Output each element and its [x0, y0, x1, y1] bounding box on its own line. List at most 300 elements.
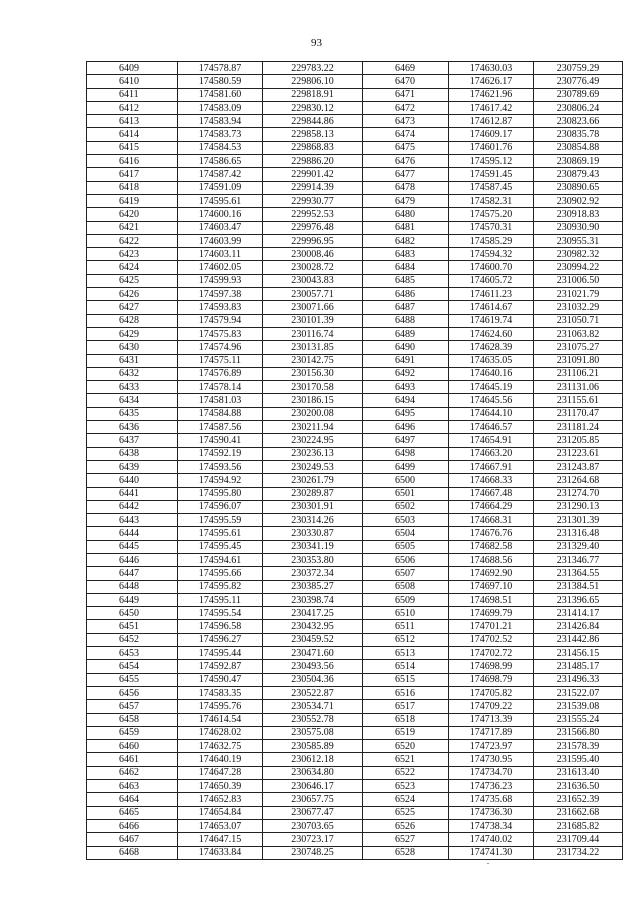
- point-number-left: 6457: [87, 700, 178, 713]
- x-coordinate-right: 174698.51: [449, 593, 534, 606]
- x-coordinate-right: 174582.31: [449, 194, 534, 207]
- x-coordinate-right: 174575.20: [449, 208, 534, 221]
- x-coordinate-right: 174692.90: [449, 567, 534, 580]
- point-number-right: 6522: [363, 766, 449, 779]
- y-coordinate-right: 231414.17: [534, 607, 623, 620]
- y-coordinate-right: 231006.50: [534, 274, 623, 287]
- y-coordinate-left: 230471.60: [263, 647, 363, 660]
- y-coordinate-left: 230236.13: [263, 447, 363, 460]
- point-number-right: 6525: [363, 806, 449, 819]
- point-number-left: 6453: [87, 647, 178, 660]
- table-row: [87, 474, 623, 487]
- point-number-right: 6477: [363, 168, 449, 181]
- table-row: [87, 514, 623, 527]
- x-coordinate-left: 174594.61: [178, 553, 263, 566]
- x-coordinate-left: 174593.56: [178, 460, 263, 473]
- point-number-right: 6526: [363, 819, 449, 832]
- x-coordinate-right: 174635.05: [449, 354, 534, 367]
- table-row: [87, 540, 623, 553]
- x-coordinate-left: 174583.73: [178, 128, 263, 141]
- x-coordinate-left: 174633.84: [178, 846, 263, 859]
- point-number-right: 6514: [363, 660, 449, 673]
- table-row: [87, 101, 623, 114]
- table-row: [87, 793, 623, 806]
- table-row: [87, 248, 623, 261]
- point-number-left: 6433: [87, 381, 178, 394]
- x-coordinate-right: 174734.70: [449, 766, 534, 779]
- point-number-left: 6447: [87, 567, 178, 580]
- y-coordinate-right: 231181.24: [534, 421, 623, 434]
- x-coordinate-left: 174603.11: [178, 248, 263, 261]
- point-number-left: 6413: [87, 115, 178, 128]
- x-coordinate-left: 174653.07: [178, 819, 263, 832]
- point-number-right: 6504: [363, 527, 449, 540]
- y-coordinate-left: 229844.86: [263, 115, 363, 128]
- table-row: [87, 633, 623, 646]
- point-number-right: 6485: [363, 274, 449, 287]
- table-row: [87, 221, 623, 234]
- y-coordinate-right: 231566.80: [534, 726, 623, 739]
- point-number-right: 6480: [363, 208, 449, 221]
- y-coordinate-right: 230982.32: [534, 248, 623, 261]
- point-number-left: 6421: [87, 221, 178, 234]
- x-coordinate-right: 174601.76: [449, 141, 534, 154]
- x-coordinate-left: 174596.07: [178, 500, 263, 513]
- table-row: [87, 527, 623, 540]
- table-row: [87, 407, 623, 420]
- point-number-left: 6423: [87, 248, 178, 261]
- y-coordinate-right: 231063.82: [534, 327, 623, 340]
- x-coordinate-left: 174592.19: [178, 447, 263, 460]
- point-number-left: 6426: [87, 288, 178, 301]
- point-number-right: 6489: [363, 327, 449, 340]
- x-coordinate-right: 174676.76: [449, 527, 534, 540]
- point-number-right: 6482: [363, 234, 449, 247]
- point-number-left: 6462: [87, 766, 178, 779]
- point-number-right: 6491: [363, 354, 449, 367]
- x-coordinate-right: 174738.34: [449, 819, 534, 832]
- y-coordinate-left: 230170.58: [263, 381, 363, 394]
- point-number-left: 6448: [87, 580, 178, 593]
- coordinates-table-body: [87, 62, 623, 860]
- y-coordinate-left: 230330.87: [263, 527, 363, 540]
- point-number-left: 6461: [87, 753, 178, 766]
- y-coordinate-left: 230028.72: [263, 261, 363, 274]
- point-number-right: 6476: [363, 155, 449, 168]
- point-number-left: 6429: [87, 327, 178, 340]
- point-number-right: 6483: [363, 248, 449, 261]
- point-number-right: 6469: [363, 62, 449, 75]
- table-row: [87, 753, 623, 766]
- table-row: [87, 660, 623, 673]
- x-coordinate-left: 174595.76: [178, 700, 263, 713]
- y-coordinate-right: 231021.79: [534, 288, 623, 301]
- x-coordinate-right: 174668.33: [449, 474, 534, 487]
- point-number-left: 6432: [87, 367, 178, 380]
- coordinates-table: [86, 61, 623, 860]
- x-coordinate-left: 174600.16: [178, 208, 263, 221]
- table-row: [87, 341, 623, 354]
- y-coordinate-left: 230289.87: [263, 487, 363, 500]
- y-coordinate-left: 230101.39: [263, 314, 363, 327]
- y-coordinate-left: 230432.95: [263, 620, 363, 633]
- x-coordinate-right: 174609.17: [449, 128, 534, 141]
- x-coordinate-right: 174740.02: [449, 833, 534, 846]
- x-coordinate-left: 174587.42: [178, 168, 263, 181]
- x-coordinate-left: 174587.56: [178, 421, 263, 434]
- table-row: [87, 194, 623, 207]
- x-coordinate-left: 174632.75: [178, 740, 263, 753]
- table-row: [87, 686, 623, 699]
- point-number-left: 6456: [87, 686, 178, 699]
- y-coordinate-left: 230071.66: [263, 301, 363, 314]
- x-coordinate-right: 174654.91: [449, 434, 534, 447]
- point-number-left: 6436: [87, 421, 178, 434]
- point-number-right: 6488: [363, 314, 449, 327]
- x-coordinate-right: 174605.72: [449, 274, 534, 287]
- x-coordinate-right: 174702.72: [449, 647, 534, 660]
- y-coordinate-left: 230417.25: [263, 607, 363, 620]
- y-coordinate-right: 231170.47: [534, 407, 623, 420]
- x-coordinate-left: 174583.09: [178, 101, 263, 114]
- x-coordinate-right: 174668.31: [449, 514, 534, 527]
- x-coordinate-right: 174736.30: [449, 806, 534, 819]
- table-row: [87, 740, 623, 753]
- point-number-right: 6502: [363, 500, 449, 513]
- point-number-right: 6512: [363, 633, 449, 646]
- point-number-right: 6486: [363, 288, 449, 301]
- x-coordinate-right: 174698.79: [449, 673, 534, 686]
- x-coordinate-right: 174600.70: [449, 261, 534, 274]
- point-number-left: 6441: [87, 487, 178, 500]
- y-coordinate-right: 231442.86: [534, 633, 623, 646]
- x-coordinate-right: 174663.20: [449, 447, 534, 460]
- x-coordinate-left: 174581.60: [178, 88, 263, 101]
- y-coordinate-right: 231456.15: [534, 647, 623, 660]
- y-coordinate-left: 230723.17: [263, 833, 363, 846]
- x-coordinate-left: 174603.47: [178, 221, 263, 234]
- table-row: [87, 208, 623, 221]
- point-number-left: 6450: [87, 607, 178, 620]
- point-number-right: 6471: [363, 88, 449, 101]
- y-coordinate-left: 230057.71: [263, 288, 363, 301]
- point-number-left: 6446: [87, 553, 178, 566]
- x-coordinate-left: 174581.03: [178, 394, 263, 407]
- table-row: [87, 447, 623, 460]
- y-coordinate-right: 231485.17: [534, 660, 623, 673]
- y-coordinate-right: 230930.90: [534, 221, 623, 234]
- y-coordinate-right: 230759.29: [534, 62, 623, 75]
- y-coordinate-left: 230008.46: [263, 248, 363, 261]
- x-coordinate-right: 174645.19: [449, 381, 534, 394]
- point-number-left: 6460: [87, 740, 178, 753]
- x-coordinate-left: 174654.84: [178, 806, 263, 819]
- y-coordinate-right: 231578.39: [534, 740, 623, 753]
- x-coordinate-right: 174667.91: [449, 460, 534, 473]
- y-coordinate-left: 230585.89: [263, 740, 363, 753]
- point-number-right: 6499: [363, 460, 449, 473]
- y-coordinate-left: 230703.65: [263, 819, 363, 832]
- x-coordinate-right: 174713.39: [449, 713, 534, 726]
- point-number-right: 6517: [363, 700, 449, 713]
- table-row: [87, 261, 623, 274]
- point-number-left: 6414: [87, 128, 178, 141]
- y-coordinate-left: 230575.08: [263, 726, 363, 739]
- x-coordinate-left: 174576.89: [178, 367, 263, 380]
- x-coordinate-right: 174617.42: [449, 101, 534, 114]
- y-coordinate-right: 231734.22: [534, 846, 623, 859]
- y-coordinate-left: 229914.39: [263, 181, 363, 194]
- point-number-left: 6419: [87, 194, 178, 207]
- y-coordinate-left: 230657.75: [263, 793, 363, 806]
- y-coordinate-left: 230156.30: [263, 367, 363, 380]
- point-number-left: 6424: [87, 261, 178, 274]
- table-row: [87, 673, 623, 686]
- table-row: [87, 394, 623, 407]
- y-coordinate-left: 230186.15: [263, 394, 363, 407]
- table-row: [87, 381, 623, 394]
- point-number-right: 6484: [363, 261, 449, 274]
- y-coordinate-left: 230612.18: [263, 753, 363, 766]
- y-coordinate-right: 231223.61: [534, 447, 623, 460]
- point-number-right: 6500: [363, 474, 449, 487]
- table-row: [87, 580, 623, 593]
- x-coordinate-left: 174575.83: [178, 327, 263, 340]
- point-number-right: 6511: [363, 620, 449, 633]
- table-row: [87, 460, 623, 473]
- table-row: [87, 155, 623, 168]
- table-row: [87, 647, 623, 660]
- y-coordinate-left: 230043.83: [263, 274, 363, 287]
- point-number-left: 6415: [87, 141, 178, 154]
- point-number-left: 6451: [87, 620, 178, 633]
- point-number-left: 6449: [87, 593, 178, 606]
- x-coordinate-left: 174597.38: [178, 288, 263, 301]
- y-coordinate-right: 230994.22: [534, 261, 623, 274]
- x-coordinate-right: 174611.23: [449, 288, 534, 301]
- x-coordinate-left: 174584.53: [178, 141, 263, 154]
- point-number-left: 6445: [87, 540, 178, 553]
- y-coordinate-left: 229996.95: [263, 234, 363, 247]
- y-coordinate-right: 230879.43: [534, 168, 623, 181]
- table-row: [87, 700, 623, 713]
- table-row: [87, 620, 623, 633]
- point-number-left: 6463: [87, 780, 178, 793]
- y-coordinate-left: 230224.95: [263, 434, 363, 447]
- y-coordinate-right: 231426.84: [534, 620, 623, 633]
- y-coordinate-right: 231106.21: [534, 367, 623, 380]
- x-coordinate-right: 174570.31: [449, 221, 534, 234]
- x-coordinate-left: 174578.87: [178, 62, 263, 75]
- x-coordinate-left: 174652.83: [178, 793, 263, 806]
- point-number-right: 6479: [363, 194, 449, 207]
- y-coordinate-left: 230142.75: [263, 354, 363, 367]
- x-coordinate-left: 174583.35: [178, 686, 263, 699]
- y-coordinate-right: 231091.80: [534, 354, 623, 367]
- x-coordinate-right: 174667.48: [449, 487, 534, 500]
- y-coordinate-right: 231652.39: [534, 793, 623, 806]
- x-coordinate-right: 174735.68: [449, 793, 534, 806]
- point-number-left: 6416: [87, 155, 178, 168]
- point-number-left: 6444: [87, 527, 178, 540]
- y-coordinate-right: 231346.77: [534, 553, 623, 566]
- y-coordinate-left: 230261.79: [263, 474, 363, 487]
- y-coordinate-right: 231496.33: [534, 673, 623, 686]
- point-number-right: 6507: [363, 567, 449, 580]
- y-coordinate-right: 231050.71: [534, 314, 623, 327]
- y-coordinate-right: 231709.44: [534, 833, 623, 846]
- point-number-right: 6475: [363, 141, 449, 154]
- point-number-left: 6430: [87, 341, 178, 354]
- point-number-left: 6425: [87, 274, 178, 287]
- x-coordinate-left: 174593.83: [178, 301, 263, 314]
- y-coordinate-left: 230493.56: [263, 660, 363, 673]
- point-number-right: 6492: [363, 367, 449, 380]
- table-row: [87, 500, 623, 513]
- y-coordinate-right: 230823.66: [534, 115, 623, 128]
- y-coordinate-left: 230249.53: [263, 460, 363, 473]
- y-coordinate-left: 229952.53: [263, 208, 363, 221]
- table-row: [87, 327, 623, 340]
- table-row: [87, 234, 623, 247]
- point-number-right: 6520: [363, 740, 449, 753]
- point-number-right: 6516: [363, 686, 449, 699]
- x-coordinate-left: 174650.39: [178, 780, 263, 793]
- point-number-right: 6498: [363, 447, 449, 460]
- x-coordinate-left: 174574.96: [178, 341, 263, 354]
- table-row: [87, 75, 623, 88]
- point-number-right: 6481: [363, 221, 449, 234]
- point-number-right: 6487: [363, 301, 449, 314]
- point-number-right: 6506: [363, 553, 449, 566]
- table-row: [87, 367, 623, 380]
- x-coordinate-left: 174595.61: [178, 527, 263, 540]
- y-coordinate-right: 230869.19: [534, 155, 623, 168]
- x-coordinate-left: 174595.54: [178, 607, 263, 620]
- point-number-left: 6443: [87, 514, 178, 527]
- table-row: [87, 713, 623, 726]
- x-coordinate-right: 174591.45: [449, 168, 534, 181]
- x-coordinate-left: 174640.19: [178, 753, 263, 766]
- y-coordinate-right: 231301.39: [534, 514, 623, 527]
- y-coordinate-left: 229830.12: [263, 101, 363, 114]
- point-number-right: 6528: [363, 846, 449, 859]
- table-row: [87, 833, 623, 846]
- y-coordinate-left: 230646.17: [263, 780, 363, 793]
- x-coordinate-right: 174741.30: [449, 846, 534, 859]
- table-row: [87, 806, 623, 819]
- x-coordinate-right: 174621.96: [449, 88, 534, 101]
- x-coordinate-right: 174594.32: [449, 248, 534, 261]
- y-coordinate-left: 229806.10: [263, 75, 363, 88]
- table-row: [87, 62, 623, 75]
- x-coordinate-left: 174596.58: [178, 620, 263, 633]
- x-coordinate-right: 174628.39: [449, 341, 534, 354]
- x-coordinate-right: 174736.23: [449, 780, 534, 793]
- y-coordinate-left: 229783.22: [263, 62, 363, 75]
- y-coordinate-right: 230890.65: [534, 181, 623, 194]
- y-coordinate-right: 231636.50: [534, 780, 623, 793]
- y-coordinate-right: 231396.65: [534, 593, 623, 606]
- point-number-right: 6509: [363, 593, 449, 606]
- x-coordinate-left: 174614.54: [178, 713, 263, 726]
- x-coordinate-left: 174584.88: [178, 407, 263, 420]
- x-coordinate-left: 174628.02: [178, 726, 263, 739]
- point-number-left: 6412: [87, 101, 178, 114]
- point-number-left: 6465: [87, 806, 178, 819]
- table-row: [87, 780, 623, 793]
- y-coordinate-right: 231685.82: [534, 819, 623, 832]
- point-number-right: 6478: [363, 181, 449, 194]
- y-coordinate-left: 229868.83: [263, 141, 363, 154]
- x-coordinate-left: 174595.82: [178, 580, 263, 593]
- table-row: [87, 421, 623, 434]
- x-coordinate-right: 174702.52: [449, 633, 534, 646]
- x-coordinate-left: 174647.15: [178, 833, 263, 846]
- y-coordinate-right: 231539.08: [534, 700, 623, 713]
- y-coordinate-right: 231522.07: [534, 686, 623, 699]
- point-number-right: 6503: [363, 514, 449, 527]
- point-number-right: 6497: [363, 434, 449, 447]
- point-number-left: 6442: [87, 500, 178, 513]
- x-coordinate-right: 174626.17: [449, 75, 534, 88]
- y-coordinate-left: 230131.85: [263, 341, 363, 354]
- x-coordinate-left: 174590.41: [178, 434, 263, 447]
- point-number-right: 6472: [363, 101, 449, 114]
- point-number-right: 6519: [363, 726, 449, 739]
- y-coordinate-right: 230776.49: [534, 75, 623, 88]
- x-coordinate-left: 174595.61: [178, 194, 263, 207]
- x-coordinate-left: 174575.11: [178, 354, 263, 367]
- y-coordinate-right: 230789.69: [534, 88, 623, 101]
- point-number-right: 6495: [363, 407, 449, 420]
- y-coordinate-right: 231613.40: [534, 766, 623, 779]
- point-number-right: 6473: [363, 115, 449, 128]
- table-row: [87, 88, 623, 101]
- y-coordinate-left: 230353.80: [263, 553, 363, 566]
- x-coordinate-right: 174701.21: [449, 620, 534, 633]
- point-number-right: 6470: [363, 75, 449, 88]
- table-row: [87, 567, 623, 580]
- x-coordinate-left: 174647.28: [178, 766, 263, 779]
- x-coordinate-left: 174602.05: [178, 261, 263, 274]
- x-coordinate-left: 174578.14: [178, 381, 263, 394]
- x-coordinate-left: 174595.44: [178, 647, 263, 660]
- y-coordinate-left: 230552.78: [263, 713, 363, 726]
- y-coordinate-right: 230854.88: [534, 141, 623, 154]
- point-number-left: 6439: [87, 460, 178, 473]
- y-coordinate-left: 230341.19: [263, 540, 363, 553]
- x-coordinate-left: 174596.27: [178, 633, 263, 646]
- y-coordinate-right: 230918.83: [534, 208, 623, 221]
- point-number-left: 6420: [87, 208, 178, 221]
- y-coordinate-left: 229858.13: [263, 128, 363, 141]
- x-coordinate-right: 174705.82: [449, 686, 534, 699]
- point-number-right: 6505: [363, 540, 449, 553]
- x-coordinate-left: 174595.80: [178, 487, 263, 500]
- y-coordinate-left: 230200.08: [263, 407, 363, 420]
- x-coordinate-left: 174579.94: [178, 314, 263, 327]
- x-coordinate-left: 174599.93: [178, 274, 263, 287]
- x-coordinate-left: 174580.59: [178, 75, 263, 88]
- y-coordinate-right: 231205.85: [534, 434, 623, 447]
- y-coordinate-right: 231329.40: [534, 540, 623, 553]
- y-coordinate-left: 230748.25: [263, 846, 363, 859]
- y-coordinate-right: 230835.78: [534, 128, 623, 141]
- x-coordinate-right: 174664.29: [449, 500, 534, 513]
- point-number-left: 6454: [87, 660, 178, 673]
- y-coordinate-right: 231364.55: [534, 567, 623, 580]
